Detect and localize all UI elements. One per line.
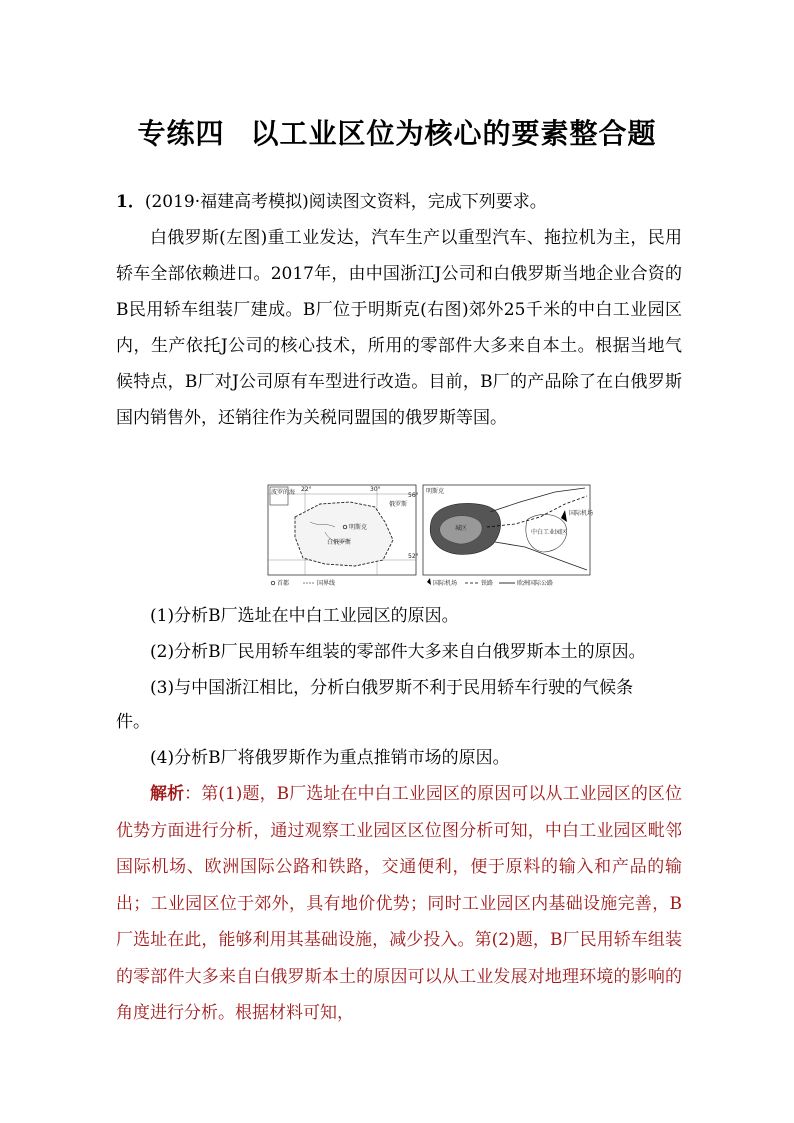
lon-label-22: 22°	[301, 486, 312, 493]
city-label: 城区	[455, 525, 468, 532]
analysis-text: ：第(1)题，B厂选址在中白工业园区的原因可以从工业园区的区位优势方面进行分析，通过观察工业园区区位图分析可知，中白工业园区毗邻国际机场、欧洲国际公路和铁路，交通便利，便于原料的输入和产品的输出；工业园区位于郊外，具有地价优势；同时工业园区内基础设施完善，B厂选址在此，能够利用其基础设施，减少投入。第(2)题，B厂民用轿车组装的零部件大多来自白俄罗斯本土的原因可以从工业发展对地理环境的影响的角度进行分析。根据材料可知，	[116, 784, 683, 1023]
sub-question-2: (2)分析B厂民用轿车组装的零部件大多来自白俄罗斯本土的原因。	[150, 642, 646, 662]
question-header	[116, 184, 682, 220]
inset-label: 波罗的海	[271, 489, 296, 496]
legend-railway: 铁路	[481, 580, 494, 587]
lat-label-52: 52°	[408, 553, 419, 560]
park-label: 中白工业园区	[531, 529, 568, 536]
legend-capital-icon	[271, 581, 275, 585]
legend-capital: 首都	[277, 580, 290, 587]
title-part2: 以工业区位为核心的要素整合题	[250, 117, 657, 150]
russia-label: 俄罗斯	[389, 501, 408, 508]
lat-label-56: 56°	[408, 492, 419, 499]
analysis-label: 解析	[150, 784, 185, 804]
map-figure	[265, 482, 595, 592]
sub-question-4: (4)分析B厂将俄罗斯作为重点推销市场的原因。	[150, 748, 510, 768]
sub-question-3: (3)与中国浙江相比，分析白俄罗斯不利于民用轿车行驶的气候条	[150, 678, 634, 698]
legend-airport-icon	[427, 578, 431, 585]
analysis-block	[116, 776, 682, 1032]
right-map-title: 明斯克	[426, 488, 445, 495]
sub-question-3-cont: 件。	[116, 712, 150, 732]
question-source: (2019·福建高考模拟)阅读图文资料，完成下列要求。	[144, 192, 547, 212]
left-map	[268, 485, 419, 587]
right-map	[423, 485, 593, 587]
lon-label-30: 30°	[370, 486, 381, 493]
title-part1: 专练四	[137, 117, 225, 150]
country-label: 白俄罗斯	[327, 539, 352, 546]
sub-question-1: (1)分析B厂选址在中白工业园区的原因。	[150, 606, 459, 626]
capital-label: 明斯克	[349, 524, 368, 531]
page-title	[0, 112, 794, 152]
legend-highway: 欧洲国际公路	[517, 580, 554, 587]
airport-label: 国际机场	[569, 510, 594, 517]
legend-airport: 国际机场	[433, 580, 458, 587]
legend-border: 国界线	[317, 580, 336, 587]
question-number: 1．	[116, 192, 145, 212]
question-intro: 白俄罗斯(左图)重工业发达，汽车生产以重型汽车、拖拉机为主，民用轿车全部依赖进口。2017年，由中国浙江J公司和白俄罗斯当地企业合资的B民用轿车组装厂建成。B厂位于明斯克(右图)郊外25千米的中白工业园区内，生产依托J公司的核心技术，所用的零部件大多来自本土。根据当地气候特点，B厂对J公司原有车型进行改造。目前，B厂的产品除了在白俄罗斯国内销售外，还销往作为关税同盟国的俄罗斯等国。	[116, 228, 682, 428]
